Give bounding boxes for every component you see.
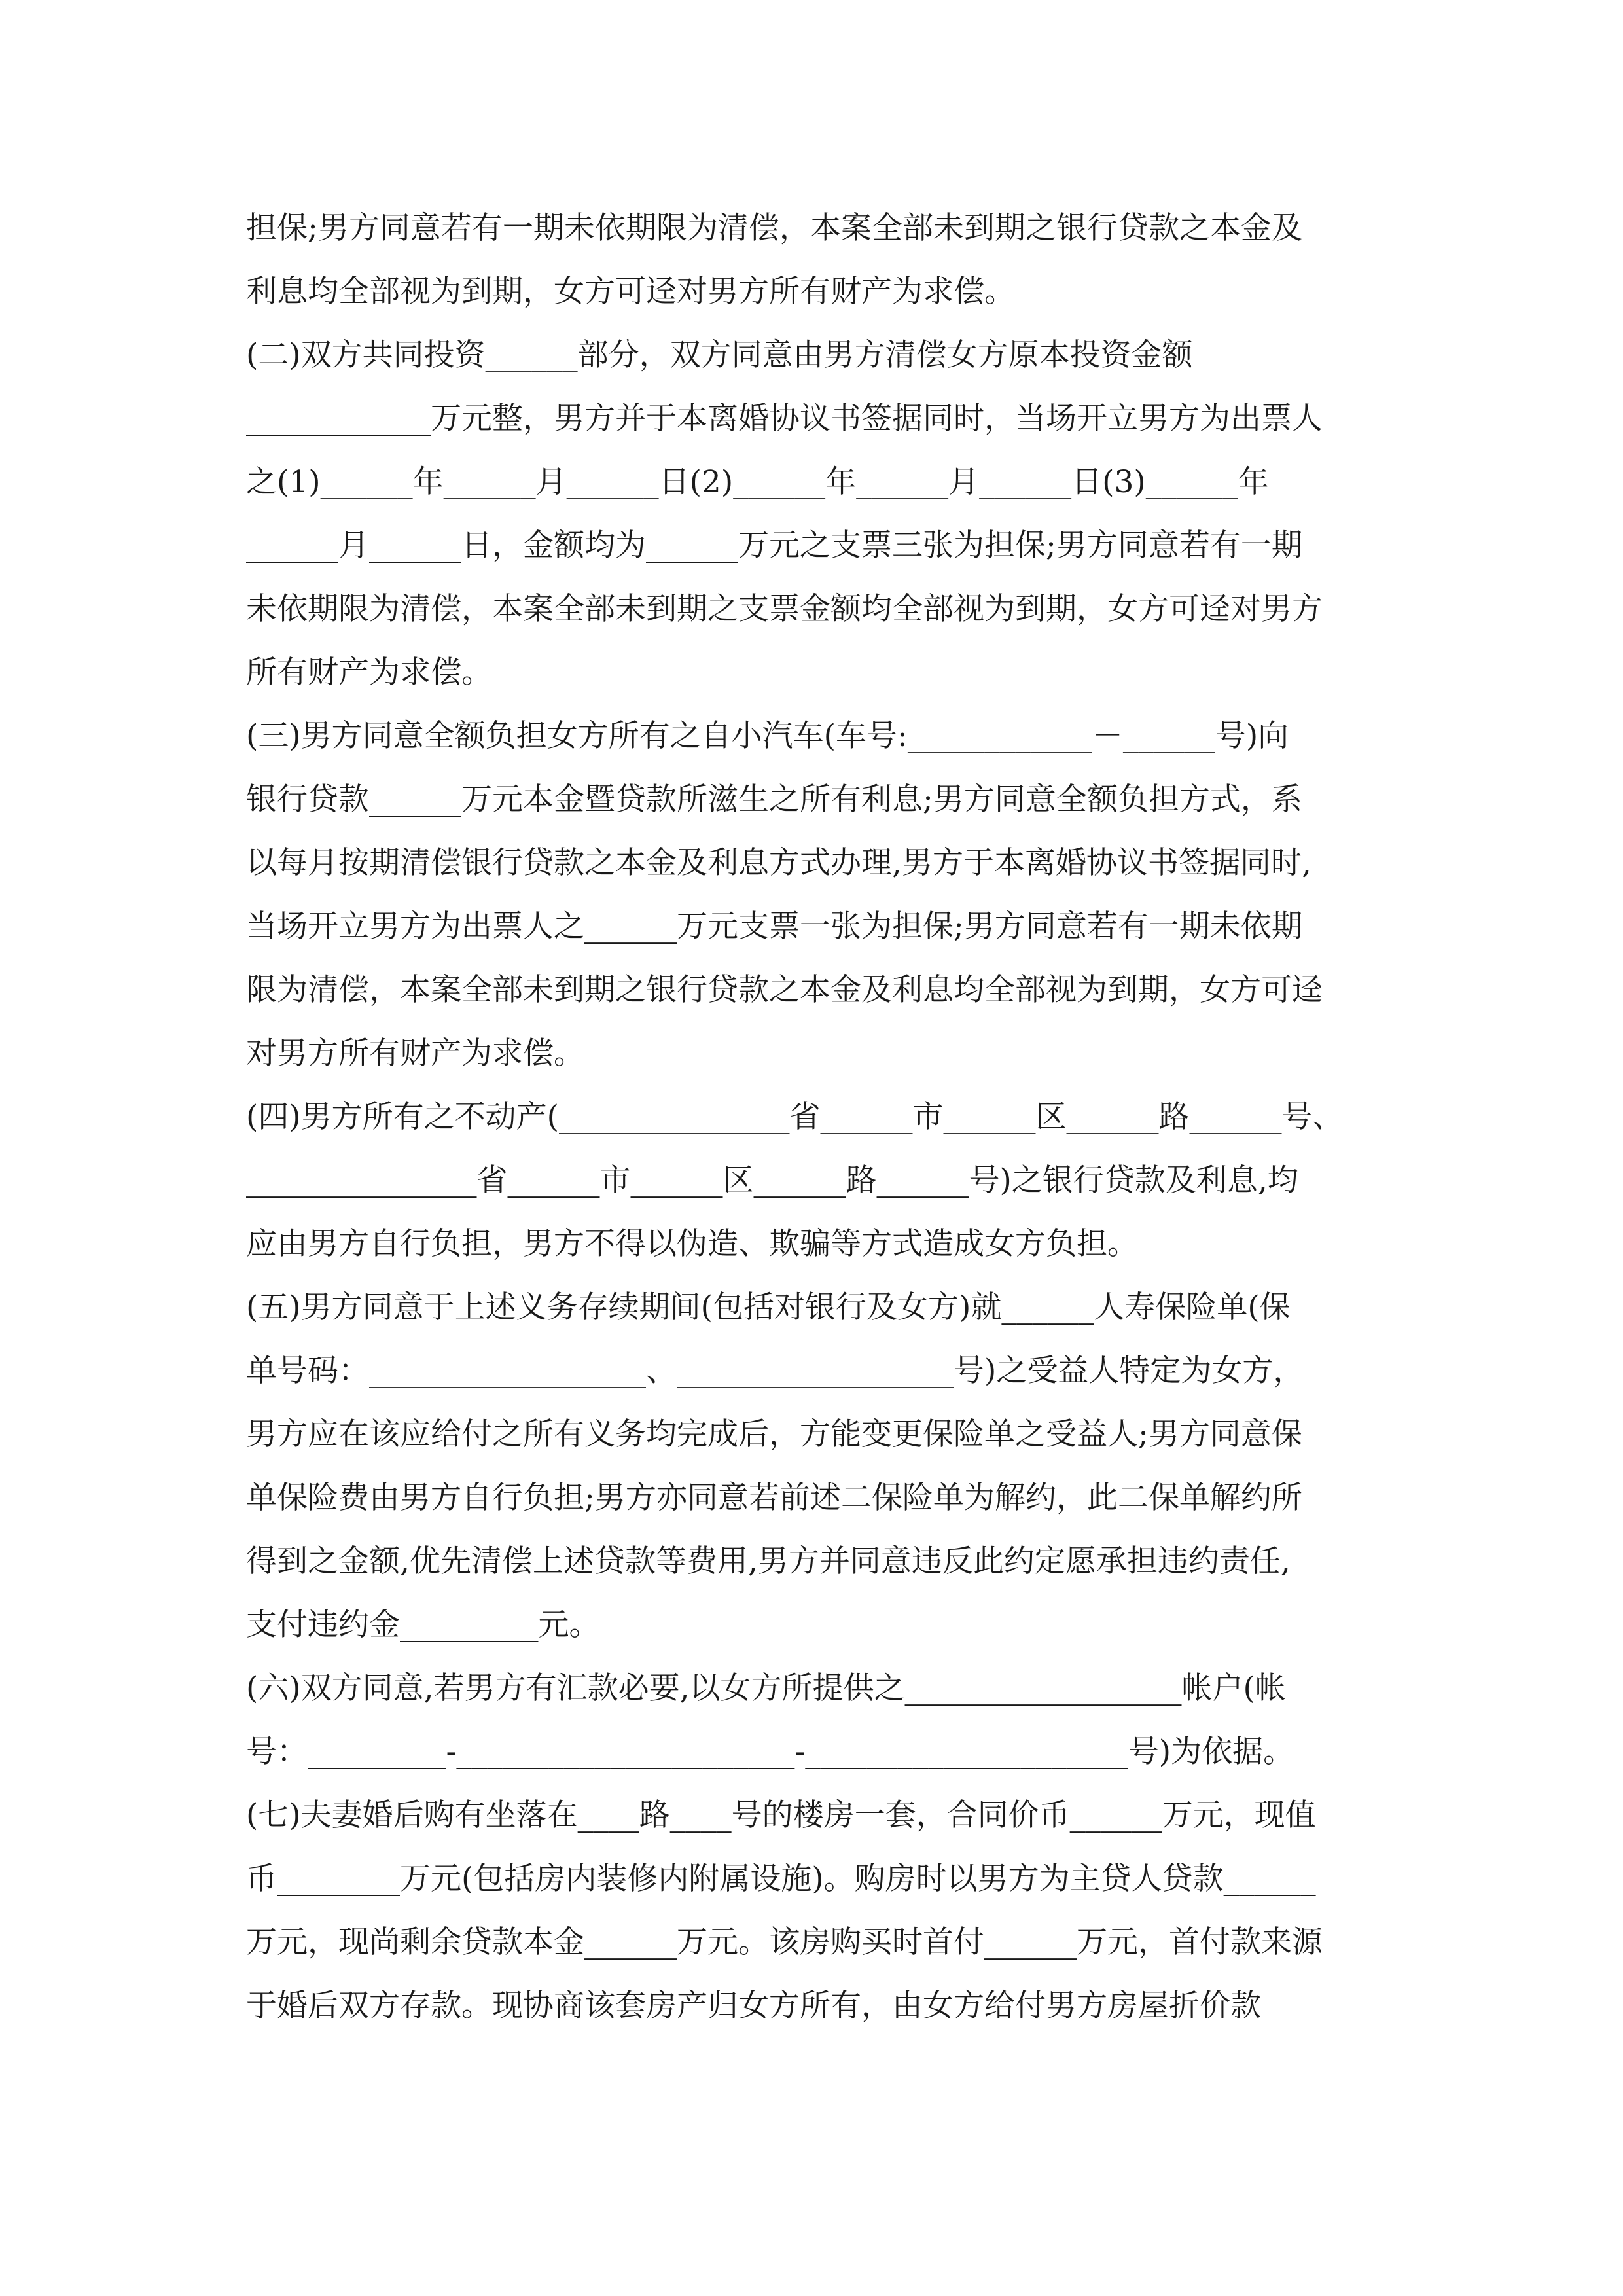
- text-line: 男方应在该应给付之所有义务均完成后，方能变更保险单之受益人;男方同意保: [246, 1416, 1302, 1452]
- text-line: (四)男方所有之不动产(_______________省______市______区______路______号、: [246, 1099, 1344, 1135]
- text-line: (二)双方共同投资______部分，双方同意由男方清偿女方原本投资金额: [246, 337, 1193, 373]
- text-line: 当场开立男方为出票人之______万元支票一张为担保;男方同意若有一期未依期: [246, 908, 1302, 944]
- text-line: (六)双方同意,若男方有汇款必要,以女方所提供之__________________帐户(帐: [246, 1670, 1286, 1706]
- text-line: (七)夫妻婚后购有坐落在____路____号的楼房一套，合同价币______万元，现值: [246, 1797, 1316, 1833]
- paragraph-clause-4: [246, 1085, 1385, 1276]
- text-line: (五)男方同意于上述义务存续期间(包括对银行及女方)就______人寿保险单(保: [246, 1289, 1291, 1325]
- text-line: 利息均全部视为到期，女方可迳对男方所有财产为求偿。: [246, 274, 1015, 310]
- text-line: 对男方所有财产为求偿。: [246, 1035, 584, 1071]
- text-line: 单号码：__________________、__________________号)之受益人特定为女方，: [246, 1353, 1304, 1389]
- text-line: ____________万元整，男方并于本离婚协议书签据同时，当场开立男方为出票人: [246, 401, 1323, 437]
- paragraph-clause-3: [246, 704, 1385, 1085]
- text-line: 单保险费由男方自行负担;男方亦同意若前述二保险单为解约，此二保单解约所: [246, 1480, 1302, 1516]
- text-line: 银行贷款______万元本金暨贷款所滋生之所有利息;男方同意全额负担方式，系: [246, 781, 1302, 817]
- text-line: 限为清偿，本案全部未到期之银行贷款之本金及利息均全部视为到期，女方可迳: [246, 972, 1323, 1008]
- text-line: 应由男方自行负担，男方不得以伪造、欺骗等方式造成女方负担。: [246, 1226, 1138, 1262]
- text-line: _______________省______市______区______路______号)之银行贷款及利息,均: [246, 1162, 1298, 1198]
- text-line: 未依期限为清偿，本案全部未到期之支票金额均全部视为到期，女方可迳对男方: [246, 591, 1323, 627]
- text-line: 支付违约金_________元。: [246, 1607, 600, 1643]
- paragraph-clause-5: [246, 1276, 1385, 1657]
- text-line: 于婚后双方存款。现协商该套房产归女方所有，由女方给付男方房屋折价款: [246, 1988, 1261, 2024]
- text-line: 以每月按期清偿银行贷款之本金及利息方式办理,男方于本离婚协议书签据同时,: [246, 845, 1311, 881]
- text-line: 担保;男方同意若有一期未依期限为清偿，本案全部未到期之银行贷款之本金及: [246, 210, 1302, 246]
- paragraph-clause-2: [246, 323, 1385, 704]
- text-line: 万元，现尚剩余贷款本金______万元。该房购买时首付______万元，首付款来源: [246, 1924, 1323, 1960]
- text-line: ______月______日，金额均为______万元之支票三张为担保;男方同意若有一期: [246, 528, 1302, 564]
- paragraph-clause-6: [246, 1657, 1385, 1784]
- paragraph-continuation: [246, 196, 1385, 323]
- text-line: 所有财产为求偿。: [246, 655, 492, 691]
- text-line: 得到之金额,优先清偿上述贷款等费用,男方并同意违反此约定愿承担违约责任,: [246, 1543, 1291, 1579]
- text-line: 币________万元(包括房内装修内附属设施)。购房时以男方为主贷人贷款______: [246, 1861, 1316, 1897]
- text-line: 之(1)______年______月______日(2)______年______月______日(3)______年: [246, 464, 1269, 500]
- paragraph-clause-7: [246, 1784, 1385, 2037]
- document-body: [246, 196, 1385, 2037]
- text-line: (三)男方同意全额负担女方所有之自小汽车(车号:____________－______号)向: [246, 718, 1289, 754]
- text-line: 号：_________-______________________-_____________________号)为依据。: [246, 1734, 1294, 1770]
